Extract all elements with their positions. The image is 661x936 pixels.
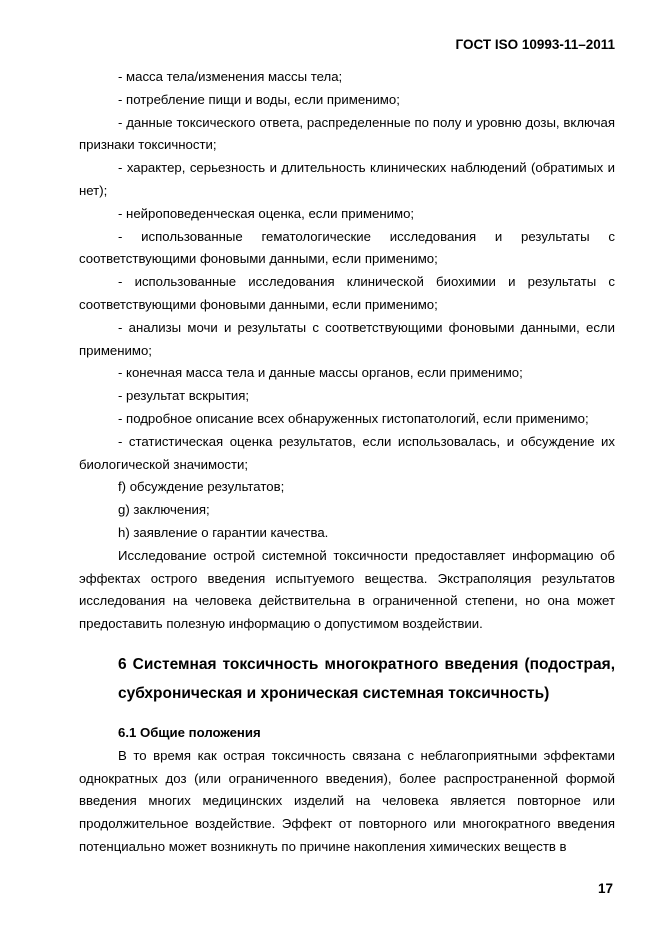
list-item: - использованные гематологические исследования и результаты с соответствующими фоновыми данными, если применимо; — [79, 228, 615, 267]
section-6-1-paragraph: В то время как острая токсичность связана с неблагоприятными эффектами однократных доз (или ограниченного введения), более распространенной формой введения многих медицинских изделий на человека является повторное или продолжительное воздействие. Эффект от повторного или многократного введения потенциально может возникнуть по причине накопления химических веществ в — [79, 747, 615, 854]
list-item: - использованные исследования клинической биохимии и результаты с соответствующими фоновыми данными, если применимо; — [79, 274, 615, 312]
list-item: f) обсуждение результатов; — [118, 479, 285, 495]
list-item: - анализы мочи и результаты с соответствующими фоновыми данными, если применимо; — [79, 319, 615, 358]
list-item: - нейроповеденческая оценка, если применимо; — [118, 205, 415, 221]
document-code: ГОСТ ISO 10993-11–2011 — [455, 37, 615, 52]
list-item: - конечная масса тела и данные массы органов, если применимо; — [118, 365, 523, 381]
page-number: 17 — [597, 881, 613, 896]
list-item: - статистическая оценка результатов, если использовалась, и обсуждение их биологической значимости; — [79, 433, 615, 472]
section-6-1-heading: 6.1 Общие положения — [118, 724, 261, 740]
list-item: h) заявление о гарантии качества. — [118, 524, 329, 540]
list-item: - характер, серьезность и длительность клинических наблюдений (обратимых и нет); — [79, 160, 615, 198]
page-body — [79, 66, 615, 859]
list-item: - потребление пищи и воды, если применимо; — [118, 91, 400, 107]
acute-toxicity-paragraph: Исследование острой системной токсичности предоставляет информацию об эффектах острого введения испытуемого вещества. Экстраполяция результатов исследования на человека действительна в ограниченной степени, но она может предоставить полезную информацию о допустимом воздействии. — [79, 547, 615, 632]
list-item: - подробное описание всех обнаруженных гистопатологий, если применимо; — [118, 410, 589, 426]
list-item: g) заключения; — [118, 502, 210, 518]
list-item: - результат вскрытия; — [118, 388, 250, 404]
section-6-heading: 6 Системная токсичность многократного введения (подострая, субхроническая и хроническая системная токсичность) — [118, 655, 615, 702]
list-item: - данные токсического ответа, распределенные по полу и уровню дозы, включая признаки токсичности; — [79, 114, 615, 153]
list-item: - масса тела/изменения массы тела; — [118, 69, 343, 84]
